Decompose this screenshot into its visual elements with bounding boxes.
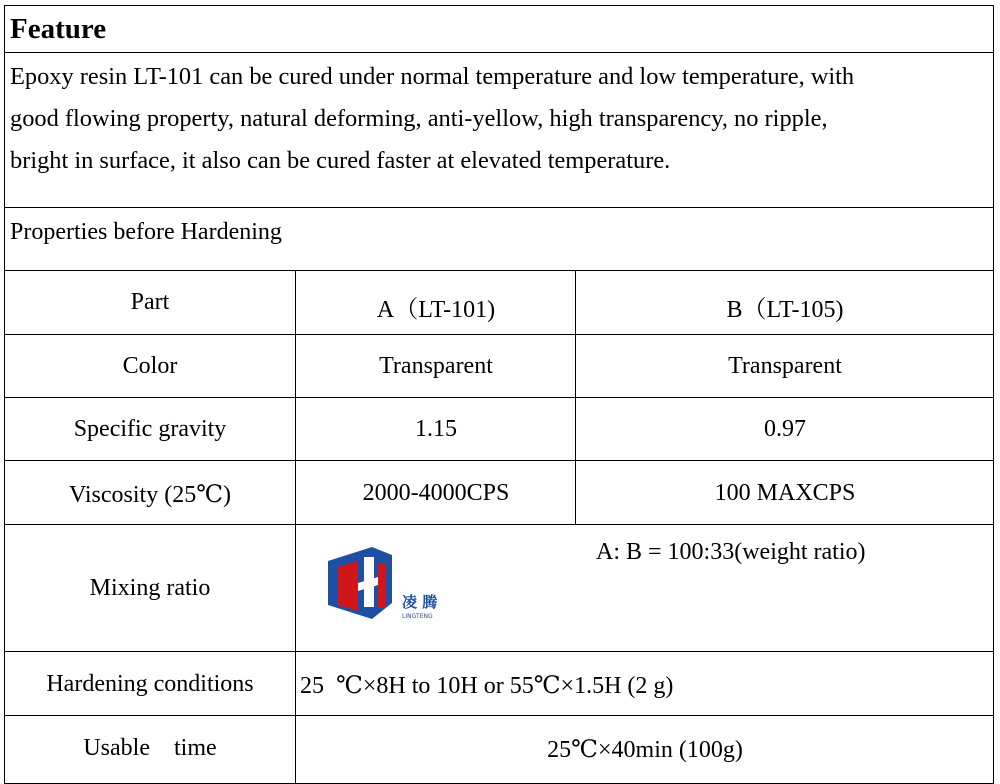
header-a: A（LT-101) [376,297,496,323]
viscosity-b: 100 MAXCPS [714,480,856,506]
viscosity-a: 2000-4000CPS [362,480,510,506]
color-a: Transparent [379,353,493,379]
color-b: Transparent [728,353,842,379]
mixing-label: Mixing ratio [89,575,211,601]
gravity-b: 0.97 [764,416,806,442]
header-b: B（LT-105) [726,297,844,323]
column-divider [295,270,297,784]
feature-line-3: bright in surface, it also can be cured faster at elevated temperature. [10,147,671,174]
feature-heading-row [4,5,994,53]
color-label: Color [122,353,178,379]
header-part: Part [130,289,170,315]
hardening-label: Hardening conditions [46,671,254,697]
usable-value: 25℃×40min (100g) [547,737,743,763]
feature-heading: Feature [10,13,107,45]
feature-line-1: Epoxy resin LT-101 can be cured under normal temperature and low temperature, with [10,63,855,90]
gravity-label: Specific gravity [73,416,227,442]
lingteng-logo [324,545,464,635]
logo-en-text: LINGTENG [402,613,433,620]
hardening-value: 25 ℃×8H to 10H or 55℃×1.5H (2 g) [300,673,674,699]
logo-cn-text: 凌 腾 [402,593,438,611]
lingteng-logo-icon [324,545,464,635]
feature-line-2: good flowing property, natural deforming, anti-yellow, high transparency, no ripple, [10,105,828,132]
properties-heading: Properties before Hardening [10,219,282,245]
usable-label: Usable time [83,735,217,761]
spec-sheet [4,5,994,784]
gravity-a: 1.15 [415,416,457,442]
viscosity-label: Viscosity (25℃) [68,482,232,508]
mixing-value: A: B = 100:33(weight ratio) [596,539,866,565]
